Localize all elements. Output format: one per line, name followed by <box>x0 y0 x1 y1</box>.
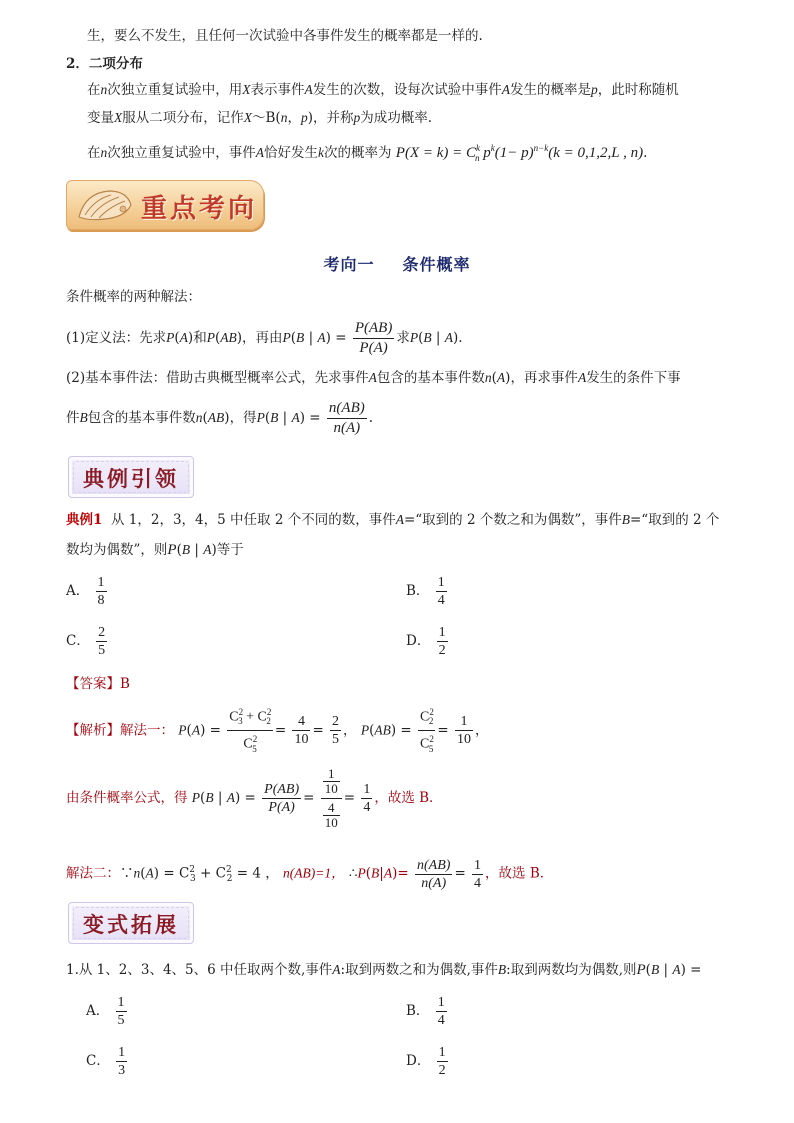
binomial-formula: $P(X = k) = C^k_n$ $p^k(1- p)^{n-k}(k = 0,1,2,L$ , n) <box>395 143 644 163</box>
example-option-d[interactable]: D． $\frac{1}{2}$ <box>406 625 446 658</box>
example-option-b[interactable]: B． $\frac{1}{4}$ <box>406 575 445 608</box>
method-2-line-1: (2)基本事件法：借助古典概型概率公式，先求事件A包含的基本事件数n(A)，再求事件A发生的条件下事 <box>66 370 681 386</box>
example-tag: 典例引领 <box>68 456 194 498</box>
seashell-icon <box>75 187 135 223</box>
intro-line: 生，要么不发生，且任何一次试验中各事件发生的概率都是一样的. <box>87 28 483 44</box>
example-option-c[interactable]: C． $\frac{2}{5}$ <box>66 625 106 658</box>
conditional-formula-fraction: $\frac{P(AB)}{P(A)}$ <box>354 320 393 356</box>
method-1: (1)定义法：先求P(A)和P(AB)，再由P(B | A) = $\frac{P(AB)}{P(A)}$ 求P(B | A). <box>66 320 463 356</box>
variant-option-b[interactable]: B． $\frac{1}{4}$ <box>406 995 445 1028</box>
analysis-method-1: 【解析】解法一： P(A) = $\frac{C^2_3 + C^2_2}{C^2_5}$ = $\frac{4}{10}$ = $\frac{2}{5}$ ， P(AB) = $\frac{C^2_2}{C^2_5}$ = $\frac{1}{10}$ ， <box>66 704 489 758</box>
variant-question: 1.从 1、2、3、4、5、6 中任取两个数,事件A:取到两数之和为偶数,事件B:取到两数均为偶数,则P(B | A) = <box>66 962 702 978</box>
example-label: 典例1 <box>66 512 103 528</box>
variant-option-a[interactable]: A． $\frac{1}{5}$ <box>86 995 125 1028</box>
binomial-paragraph-2: 变量X服从二项分布，记作X～B(n，p)，并称p为成功概率. <box>87 110 433 126</box>
example-question-line-1: 典例1 从 1，2，3，4，5 中任取 2 个不同的数，事件A=“取到的 2 个数之和为偶数”，事件B=“取到的 2 个 <box>66 512 720 528</box>
example-option-a[interactable]: A． $\frac{1}{8}$ <box>66 575 105 608</box>
variant-tag: 变式拓展 <box>68 902 194 944</box>
example-question-line-2: 数均为偶数”，则P(B | A)等于 <box>66 542 244 558</box>
analysis-method-2: 解法二：∵n(A) = $C^2_3 + C^2_2 = 4$ ， n(AB)=1， ∴P(B|A)= $\frac{n(AB)}{n(A)}$ = $\frac{1}{4}$ ，故选 B． <box>66 857 554 891</box>
methods-intro: 条件概率的两种解法： <box>66 289 201 305</box>
key-topics-banner <box>66 180 264 230</box>
counting-formula-fraction: $\frac{n(AB)}{n(A)}$ <box>328 400 365 436</box>
answer-line: 【答案】B <box>66 676 130 692</box>
method-2-line-2: 件B包含的基本事件数n(AB)，得P(B | A) = $\frac{n(AB)}{n(A)}$ . <box>66 400 374 436</box>
variant-option-d[interactable]: D． $\frac{1}{2}$ <box>406 1045 446 1078</box>
binomial-paragraph-1: 在n次独立重复试验中，用X表示事件A发生的次数，设每次试验中事件A发生的概率是p，此时称随机 <box>87 82 679 98</box>
variant-option-c[interactable]: C． $\frac{1}{3}$ <box>86 1045 126 1078</box>
binomial-heading: 2．二项分布 <box>66 56 143 72</box>
analysis-conclusion: 由条件概率公式，得 P(B | A) = $\frac{P(AB)}{P(A)}$ = $\frac{\frac{1}{10}}{\frac{4}{10}}$ = $\frac{1}{4}$ ，故选 B． <box>66 766 443 830</box>
key-topics-title: 重点考向 <box>141 194 258 224</box>
binomial-paragraph-3: 在n次独立重复试验中，事件A恰好发生k次的概率为 $P(X = k) = C^k_n$ $p^k(1- p)^{n-k}(k = 0,1,2,L$ , n). <box>87 143 648 163</box>
section-title: 考向一 条件概率 <box>323 255 471 274</box>
